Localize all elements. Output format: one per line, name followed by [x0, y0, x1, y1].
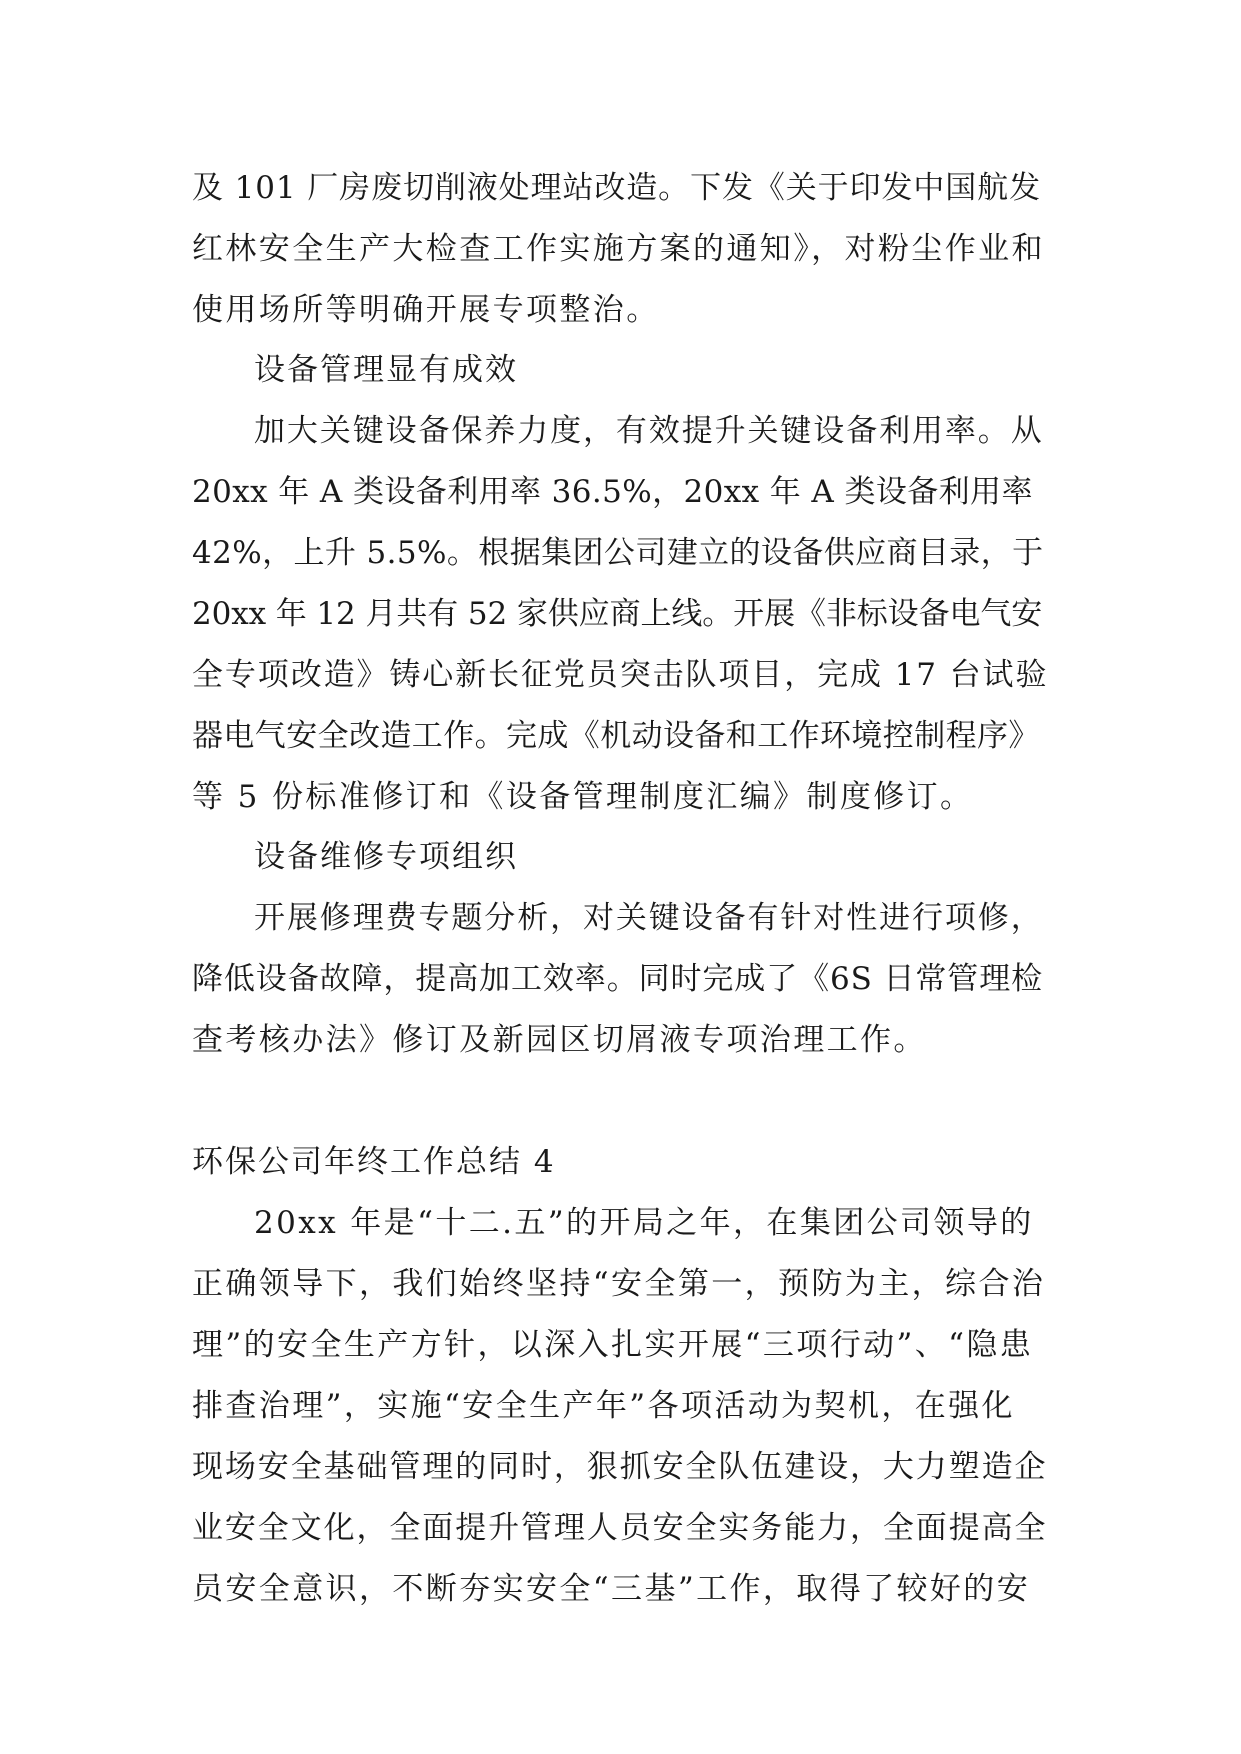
text-line: 开展修理费专题分析，对关键设备有针对性进行项修，	[254, 900, 1044, 936]
text-line: 42%，上升 5.5%。根据集团公司建立的设备供应商目录，于	[192, 535, 1044, 571]
text-line: 20xx 年 A 类设备利用率 36.5%，20xx 年 A 类设备利用率	[192, 474, 1033, 510]
text-line: 使用场所等明确开展专项整治。	[192, 292, 660, 328]
text-line: 排查治理”，实施“安全生产年”各项活动为契机，在强化	[192, 1388, 1015, 1424]
text-line: 现场安全基础管理的同时，狠抓安全队伍建设，大力塑造企	[192, 1449, 1048, 1485]
text-line: 红林安全生产大检查工作实施方案的通知》，对粉尘作业和	[192, 231, 1045, 267]
section-heading: 设备维修专项组织	[254, 839, 518, 875]
text-line: 等 5 份标准修订和《设备管理制度汇编》制度修订。	[192, 779, 974, 815]
text-line: 全专项改造》铸心新长征党员突击队项目，完成 17 台试验	[192, 657, 1049, 693]
text-line: 降低设备故障，提高加工效率。同时完成了《6S 日常管理检	[192, 961, 1044, 997]
document-title: 环保公司年终工作总结 4	[192, 1144, 556, 1180]
text-line: 理”的安全生产方针，以深入扎实开展“三项行动”、“隐患	[192, 1327, 1034, 1363]
text-line: 及 101 厂房废切削液处理站改造。下发《关于印发中国航发	[192, 170, 1041, 206]
text-line: 员安全意识，不断夯实安全“三基”工作，取得了较好的安	[192, 1571, 1031, 1607]
text-line: 业安全文化，全面提升管理人员安全实务能力，全面提高全	[192, 1510, 1048, 1546]
text-line: 加大关键设备保养力度，有效提升关键设备利用率。从	[254, 413, 1044, 449]
text-line: 20xx 年 12 月共有 52 家供应商上线。开展《非标设备电气安	[192, 596, 1043, 632]
text-line: 正确领导下，我们始终坚持“安全第一，预防为主，综合治	[192, 1266, 1046, 1302]
section-heading: 设备管理显有成效	[254, 352, 518, 388]
text-line: 查考核办法》修订及新园区切屑液专项治理工作。	[192, 1022, 927, 1058]
text-line: 器电气安全改造工作。完成《机动设备和工作环境控制程序》	[192, 718, 1040, 754]
text-line: 20xx 年是“十二.五”的开局之年，在集团公司领导的	[254, 1205, 1034, 1241]
